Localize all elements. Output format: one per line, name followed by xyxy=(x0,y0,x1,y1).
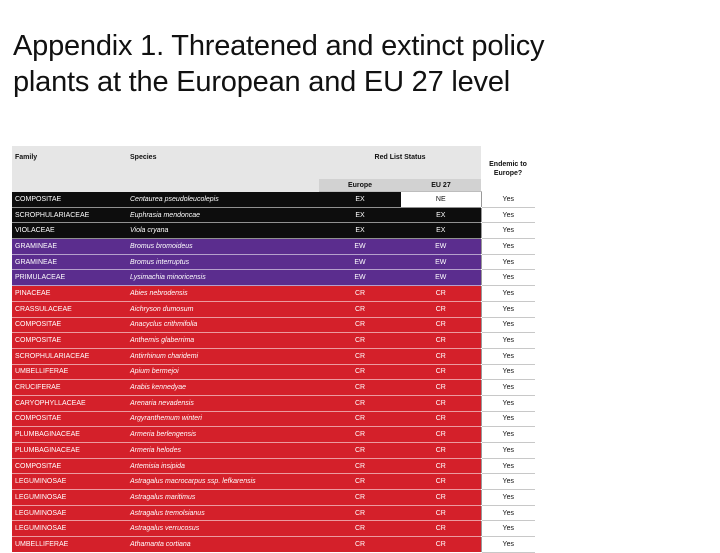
header-species: Species xyxy=(123,146,319,192)
endemic-cell: Yes xyxy=(481,505,535,521)
family-cell: COMPOSITAE xyxy=(12,192,123,208)
eu27-status-cell: CR xyxy=(401,411,481,427)
eu27-status-cell: CR xyxy=(401,395,481,411)
table-row xyxy=(12,521,535,537)
family-cell: PLUMBAGINACEAE xyxy=(12,427,123,443)
europe-status-cell: CR xyxy=(319,301,401,317)
europe-status-cell: EX xyxy=(319,192,401,208)
family-cell: COMPOSITAE xyxy=(12,317,123,333)
species-cell: Bromus interruptus xyxy=(123,254,319,270)
eu27-status-cell: EX xyxy=(401,223,481,239)
eu27-status-cell: EW xyxy=(401,270,481,286)
table-row xyxy=(12,395,535,411)
header-eu27: EU 27 xyxy=(401,179,481,192)
family-cell: SCROPHULARIACEAE xyxy=(12,207,123,223)
europe-status-cell: CR xyxy=(319,505,401,521)
eu27-status-cell: CR xyxy=(401,521,481,537)
family-cell: CARYOPHYLLACEAE xyxy=(12,395,123,411)
species-cell: Aichryson dumosum xyxy=(123,301,319,317)
endemic-cell: Yes xyxy=(481,286,535,302)
europe-status-cell: CR xyxy=(319,333,401,349)
endemic-cell: Yes xyxy=(481,443,535,459)
family-cell: PLUMBAGINACEAE xyxy=(12,443,123,459)
europe-status-cell: CR xyxy=(319,380,401,396)
eu27-status-cell: CR xyxy=(401,301,481,317)
europe-status-cell: CR xyxy=(319,364,401,380)
eu27-status-cell: CR xyxy=(401,317,481,333)
species-cell: Athamanta cortiana xyxy=(123,537,319,553)
eu27-status-cell: CR xyxy=(401,505,481,521)
red-list-table-container xyxy=(12,146,535,548)
eu27-status-cell: EW xyxy=(401,239,481,255)
header-endemic-label: Endemic to Europe? xyxy=(489,160,527,177)
species-cell: Armeria helodes xyxy=(123,443,319,459)
table-row xyxy=(12,490,535,506)
table-row xyxy=(12,348,535,364)
eu27-status-cell: NE xyxy=(401,192,481,208)
table-row xyxy=(12,270,535,286)
eu27-status-cell: EW xyxy=(401,254,481,270)
endemic-cell: Yes xyxy=(481,395,535,411)
endemic-cell: Yes xyxy=(481,380,535,396)
family-cell: CRASSULACEAE xyxy=(12,301,123,317)
species-cell: Arenaria nevadensis xyxy=(123,395,319,411)
species-cell: Astragalus verrucosus xyxy=(123,521,319,537)
table-row xyxy=(12,333,535,349)
eu27-status-cell: CR xyxy=(401,427,481,443)
endemic-cell: Yes xyxy=(481,317,535,333)
table-row xyxy=(12,239,535,255)
table-row xyxy=(12,458,535,474)
table-row xyxy=(12,443,535,459)
europe-status-cell: EX xyxy=(319,207,401,223)
family-cell: SCROPHULARIACEAE xyxy=(12,348,123,364)
table-header-row xyxy=(12,146,535,179)
table-row xyxy=(12,427,535,443)
species-cell: Astragalus maritimus xyxy=(123,490,319,506)
eu27-status-cell: CR xyxy=(401,458,481,474)
table-row xyxy=(12,317,535,333)
table-row xyxy=(12,223,535,239)
eu27-status-cell: CR xyxy=(401,537,481,553)
family-cell: UMBELLIFERAE xyxy=(12,364,123,380)
eu27-status-cell: CR xyxy=(401,474,481,490)
family-cell: UMBELLIFERAE xyxy=(12,537,123,553)
endemic-cell: Yes xyxy=(481,364,535,380)
table-row xyxy=(12,537,535,553)
species-cell: Anthemis glaberrima xyxy=(123,333,319,349)
eu27-status-cell: CR xyxy=(401,443,481,459)
header-red-list-status: Red List Status xyxy=(319,146,481,179)
endemic-cell: Yes xyxy=(481,411,535,427)
table-row xyxy=(12,474,535,490)
eu27-status-cell: CR xyxy=(401,380,481,396)
europe-status-cell: CR xyxy=(319,348,401,364)
europe-status-cell: EW xyxy=(319,239,401,255)
eu27-status-cell: CR xyxy=(401,348,481,364)
endemic-cell: Yes xyxy=(481,254,535,270)
endemic-cell: Yes xyxy=(481,521,535,537)
family-cell: LEGUMINOSAE xyxy=(12,521,123,537)
header-endemic xyxy=(481,146,535,192)
europe-status-cell: CR xyxy=(319,317,401,333)
family-cell: CRUCIFERAE xyxy=(12,380,123,396)
eu27-status-cell: CR xyxy=(401,333,481,349)
europe-status-cell: CR xyxy=(319,286,401,302)
species-cell: Anacyclus crithmifolia xyxy=(123,317,319,333)
family-cell: PINACEAE xyxy=(12,286,123,302)
family-cell: VIOLACEAE xyxy=(12,223,123,239)
europe-status-cell: CR xyxy=(319,411,401,427)
header-europe: Europe xyxy=(319,179,401,192)
endemic-cell: Yes xyxy=(481,207,535,223)
red-list-table xyxy=(12,146,535,553)
species-cell: Armeria berlengensis xyxy=(123,427,319,443)
table-row xyxy=(12,505,535,521)
family-cell: LEGUMINOSAE xyxy=(12,474,123,490)
table-row xyxy=(12,286,535,302)
endemic-cell: Yes xyxy=(481,348,535,364)
family-cell: COMPOSITAE xyxy=(12,458,123,474)
europe-status-cell: CR xyxy=(319,395,401,411)
endemic-cell: Yes xyxy=(481,537,535,553)
europe-status-cell: EX xyxy=(319,223,401,239)
eu27-status-cell: EX xyxy=(401,207,481,223)
europe-status-cell: CR xyxy=(319,443,401,459)
species-cell: Antirrhinum charidemi xyxy=(123,348,319,364)
species-cell: Apium bermejoi xyxy=(123,364,319,380)
endemic-cell: Yes xyxy=(481,427,535,443)
table-row xyxy=(12,192,535,208)
endemic-cell: Yes xyxy=(481,490,535,506)
endemic-cell: Yes xyxy=(481,301,535,317)
table-row xyxy=(12,380,535,396)
species-cell: Bromus bromoideus xyxy=(123,239,319,255)
family-cell: COMPOSITAE xyxy=(12,333,123,349)
eu27-status-cell: CR xyxy=(401,286,481,302)
eu27-status-cell: CR xyxy=(401,364,481,380)
europe-status-cell: CR xyxy=(319,521,401,537)
page-title: Appendix 1. Threatened and extinct policy plants at the European and EU 27 level xyxy=(13,30,545,98)
europe-status-cell: CR xyxy=(319,458,401,474)
table-row xyxy=(12,364,535,380)
species-cell: Artemisia insipida xyxy=(123,458,319,474)
europe-status-cell: EW xyxy=(319,254,401,270)
europe-status-cell: CR xyxy=(319,427,401,443)
endemic-cell: Yes xyxy=(481,270,535,286)
species-cell: Viola cryana xyxy=(123,223,319,239)
table-row xyxy=(12,411,535,427)
endemic-cell: Yes xyxy=(481,458,535,474)
europe-status-cell: EW xyxy=(319,270,401,286)
eu27-status-cell: CR xyxy=(401,490,481,506)
endemic-cell: Yes xyxy=(481,223,535,239)
europe-status-cell: CR xyxy=(319,474,401,490)
species-cell: Centaurea pseudoleucolepis xyxy=(123,192,319,208)
species-cell: Lysimachia minoricensis xyxy=(123,270,319,286)
europe-status-cell: CR xyxy=(319,537,401,553)
species-cell: Astragalus macrocarpus ssp. lefkarensis xyxy=(123,474,319,490)
table-row xyxy=(12,301,535,317)
endemic-cell: Yes xyxy=(481,474,535,490)
species-cell: Abies nebrodensis xyxy=(123,286,319,302)
family-cell: COMPOSITAE xyxy=(12,411,123,427)
europe-status-cell: CR xyxy=(319,490,401,506)
species-cell: Astragalus tremolsianus xyxy=(123,505,319,521)
endemic-cell: Yes xyxy=(481,192,535,208)
endemic-cell: Yes xyxy=(481,239,535,255)
species-cell: Arabis kennedyae xyxy=(123,380,319,396)
family-cell: GRAMINEAE xyxy=(12,254,123,270)
species-cell: Euphrasia mendoncae xyxy=(123,207,319,223)
family-cell: LEGUMINOSAE xyxy=(12,505,123,521)
family-cell: GRAMINEAE xyxy=(12,239,123,255)
table-row xyxy=(12,254,535,270)
endemic-cell: Yes xyxy=(481,333,535,349)
family-cell: LEGUMINOSAE xyxy=(12,490,123,506)
table-row xyxy=(12,207,535,223)
table-body xyxy=(12,146,535,552)
header-family: Family xyxy=(12,146,123,192)
family-cell: PRIMULACEAE xyxy=(12,270,123,286)
species-cell: Argyranthemum winteri xyxy=(123,411,319,427)
